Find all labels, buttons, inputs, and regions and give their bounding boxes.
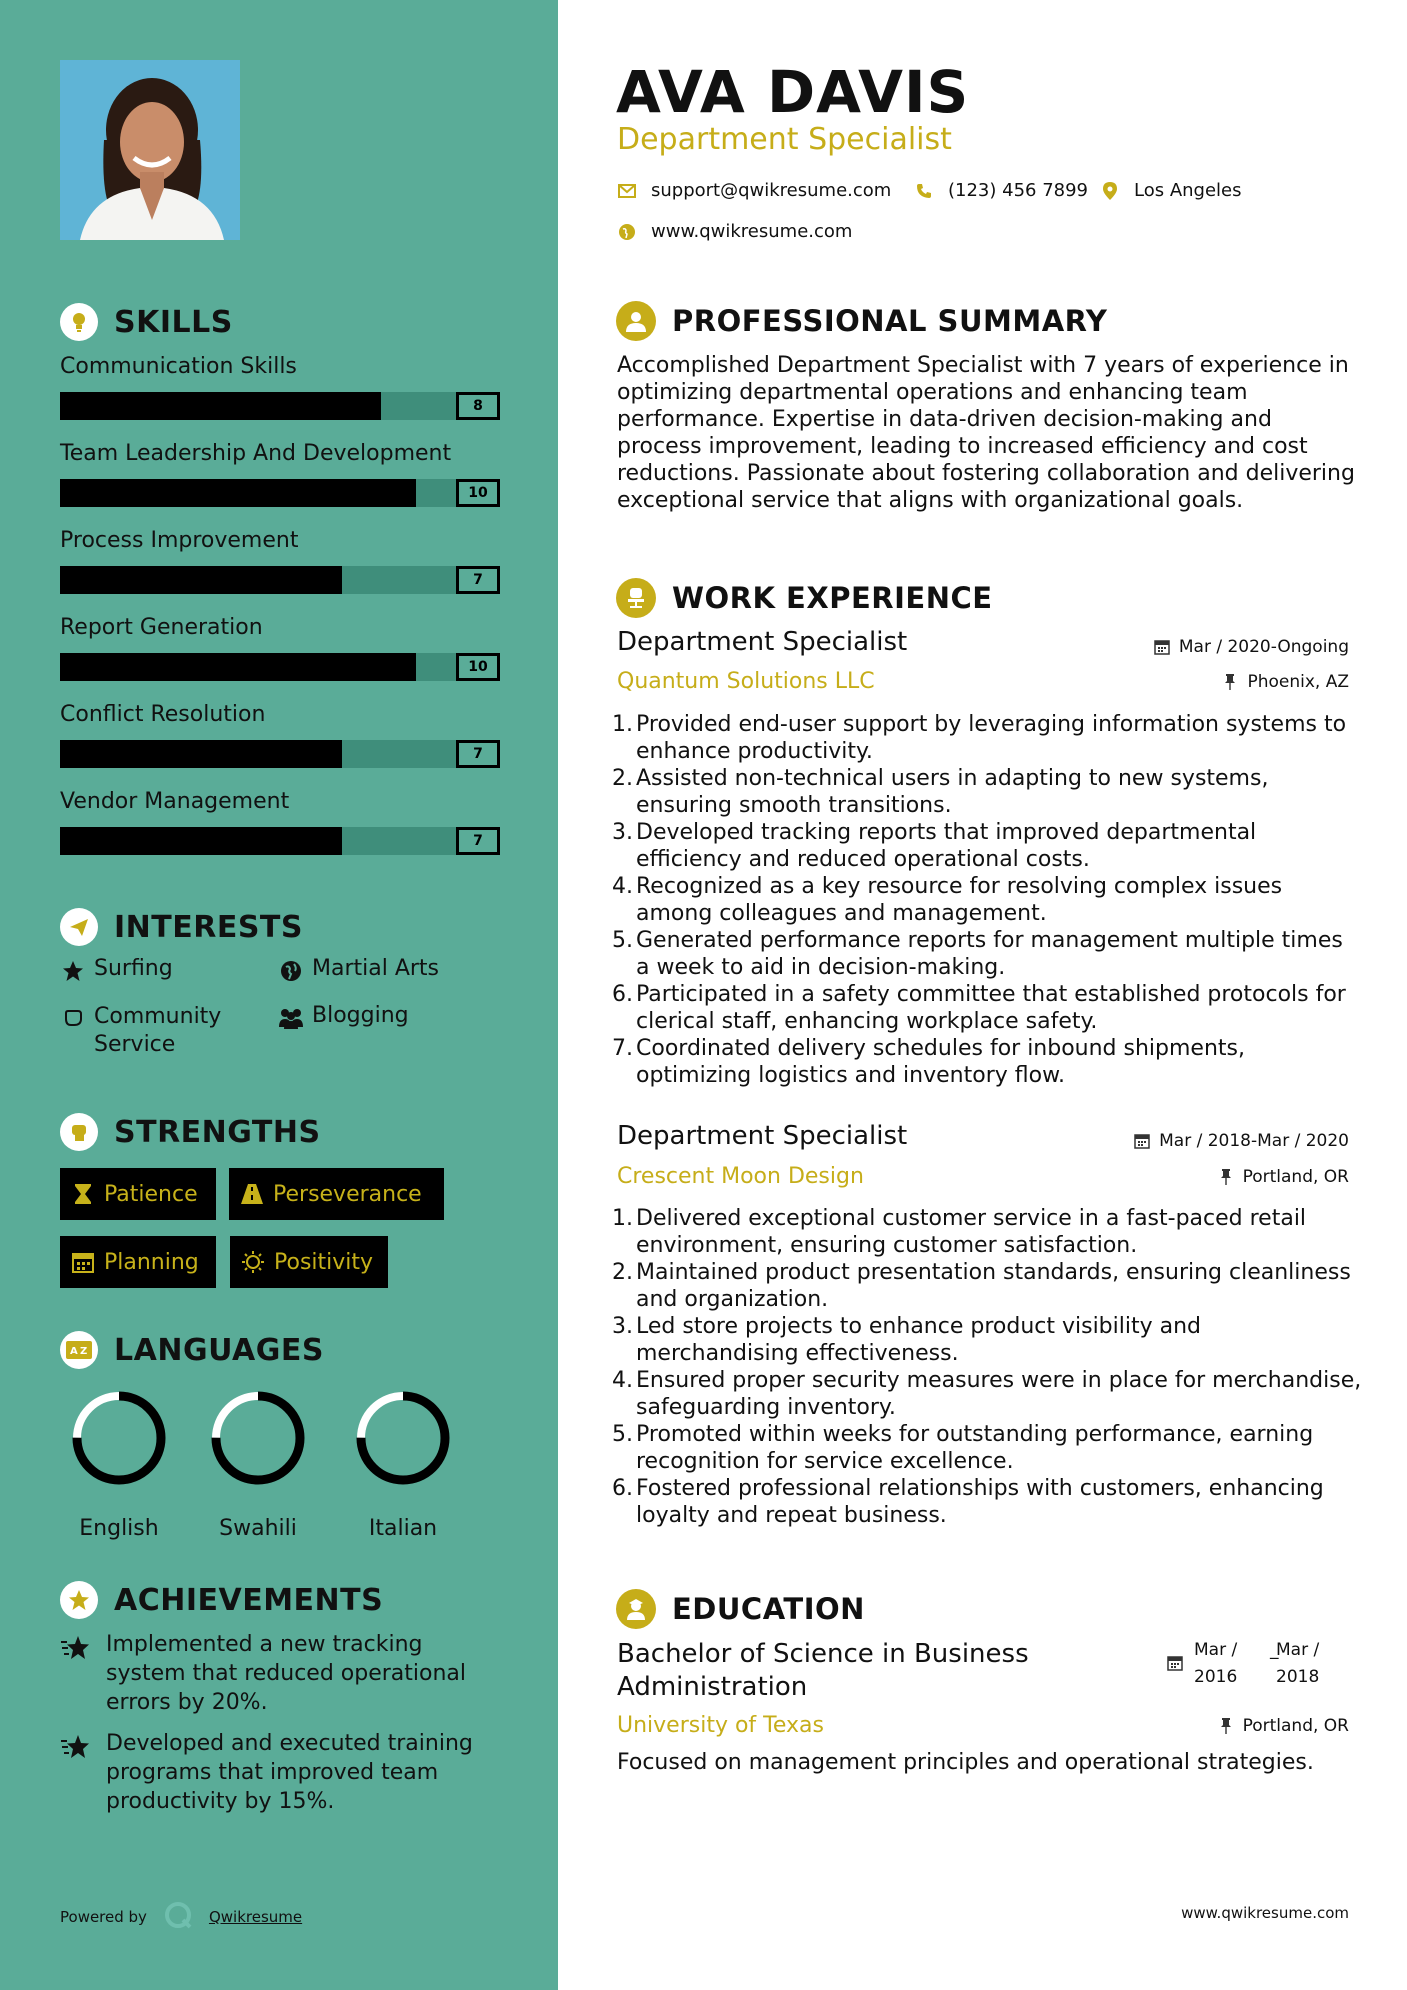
duty-number: 6. [612, 982, 633, 1007]
duty-text: Fostered professional relationships with customers, enhancing loyalty and repeat business. [636, 1476, 1324, 1528]
phone-icon [914, 181, 934, 201]
job-dates: Mar / 2020-Ongoing [1153, 637, 1349, 657]
skill-item [60, 524, 500, 594]
duty-item [612, 1313, 1362, 1367]
skill-item [60, 698, 500, 768]
duty-number: 2. [612, 1260, 633, 1285]
skill-name: Conflict Resolution [60, 702, 266, 727]
pushpin-icon [1217, 1168, 1235, 1186]
road-icon [241, 1183, 263, 1205]
education-start-date: Mar / 2016 [1194, 1640, 1238, 1687]
language-item [183, 1388, 333, 1541]
duty-text: Delivered exceptional customer service in a fast-paced retail environment, ensuring customer satisfaction. [636, 1206, 1307, 1258]
duty-number: 1. [612, 712, 633, 737]
user-icon [616, 301, 656, 341]
education-note: Focused on management principles and operational strategies. [617, 1750, 1314, 1775]
strength-badge: Patience [60, 1168, 216, 1220]
language-ring [208, 1388, 308, 1488]
contact-email[interactable]: support@qwikresume.com [617, 180, 891, 201]
globe-icon [617, 222, 637, 242]
candidate-name: AVA DAVIS [616, 58, 970, 126]
qwikresume-logo-icon [163, 1900, 193, 1934]
skill-bar [60, 653, 500, 681]
skill-bar-fill [60, 392, 381, 420]
skill-bar [60, 566, 500, 594]
strength-badge: Perseverance [229, 1168, 444, 1220]
skills-heading: SKILLS [60, 300, 233, 344]
duty-item [612, 927, 1362, 981]
summary-text: Accomplished Department Specialist with 7 years of experience in optimizing departmental operations and enhancing team performance. Expertise in data-driven decision-making and process improvement, leading to increased efficiency and cost reductions. Passionate about fostering collaboration and delivering exceptional service that aligns with organizational goals. [617, 353, 1355, 513]
duty-number: 5. [612, 928, 633, 953]
job-title: Department Specialist [617, 627, 908, 657]
chair-icon [616, 578, 656, 618]
duty-number: 4. [612, 874, 633, 899]
skill-bar-fill [60, 566, 342, 594]
interest-item: Community Service [60, 1003, 260, 1059]
skill-name: Report Generation [60, 615, 263, 640]
duty-item [612, 711, 1362, 765]
hand-icon [60, 1005, 86, 1031]
duty-text: Coordinated delivery schedules for inbound shipments, optimizing logistics and inventory flow. [636, 1036, 1245, 1088]
powered-by: Powered by Qwikresume [60, 1900, 302, 1934]
paper-plane-icon [60, 908, 98, 946]
achievement-item: Developed and executed training programs that improved team productivity by 15%. [60, 1729, 500, 1816]
language-name: English [79, 1516, 159, 1541]
skill-level: 10 [456, 479, 500, 507]
duty-text: Ensured proper security measures were in place for merchandise, safeguarding inventory. [636, 1368, 1362, 1420]
strengths-heading: STRENGTHS [60, 1110, 321, 1154]
star-icon [60, 958, 86, 984]
duty-item [612, 1367, 1362, 1421]
duty-item [612, 981, 1362, 1035]
strength-badge: Positivity [230, 1236, 388, 1288]
skill-bar-fill [60, 653, 416, 681]
language-icon [60, 1331, 98, 1369]
company-name: Crescent Moon Design [617, 1164, 864, 1189]
star-burst-icon [60, 1634, 94, 1717]
job-duties-list [612, 711, 1362, 1089]
duty-item [612, 1205, 1362, 1259]
envelope-icon [617, 181, 637, 201]
star-burst-icon [60, 1733, 94, 1816]
skill-name: Vendor Management [60, 789, 290, 814]
svg-text:A: A [70, 1346, 78, 1357]
skill-bar [60, 479, 500, 507]
calendar-icon [1167, 1655, 1185, 1673]
experience-heading: WORK EXPERIENCE [616, 576, 993, 620]
duty-text: Developed tracking reports that improved departmental efficiency and reduced operational costs. [636, 820, 1257, 872]
map-pin-icon [1100, 181, 1120, 201]
duty-item [612, 873, 1362, 927]
date-separator: _ [1270, 1640, 1279, 1660]
languages-heading: A Z LANGUAGES [60, 1328, 324, 1372]
duty-number: 1. [612, 1206, 633, 1231]
hourglass-icon [72, 1183, 94, 1205]
summary-heading: PROFESSIONAL SUMMARY [616, 299, 1107, 343]
duty-number: 4. [612, 1368, 633, 1393]
duty-text: Promoted within weeks for outstanding performance, earning recognition for service excellence. [636, 1422, 1314, 1474]
skill-bar-fill [60, 479, 416, 507]
language-name: Swahili [219, 1516, 297, 1541]
skill-level: 10 [456, 653, 500, 681]
job-title: Department Specialist [617, 1121, 908, 1151]
achievements-heading: ACHIEVEMENTS [60, 1578, 383, 1622]
skill-name: Communication Skills [60, 354, 297, 379]
interests-heading: INTERESTS [60, 905, 303, 949]
duty-number: 3. [612, 1314, 633, 1339]
duty-item [612, 765, 1362, 819]
lightbulb-icon [60, 303, 98, 341]
duty-text: Maintained product presentation standards, ensuring cleanliness and organization. [636, 1260, 1351, 1312]
skill-item [60, 350, 500, 420]
skill-level: 7 [456, 566, 500, 594]
job-location: Phoenix, AZ [1221, 672, 1349, 692]
strength-badge: Planning [60, 1236, 216, 1288]
duty-item [612, 1259, 1362, 1313]
skill-name: Process Improvement [60, 528, 299, 553]
duty-text: Participated in a safety committee that established protocols for clerical staff, enhancing workplace safety. [636, 982, 1346, 1034]
qwikresume-link[interactable]: Qwikresume [208, 1908, 303, 1926]
duty-number: 5. [612, 1422, 633, 1447]
education-end-date: Mar / 2018 [1276, 1640, 1320, 1687]
profile-photo [60, 60, 240, 240]
school-name: University of Texas [617, 1713, 824, 1738]
job-location: Portland, OR [1217, 1167, 1349, 1187]
users-icon [278, 1005, 304, 1031]
svg-text:Z: Z [80, 1346, 88, 1357]
calendar-icon [1153, 638, 1171, 656]
contact-location: Los Angeles [1100, 180, 1242, 201]
interest-item: Blogging [278, 1003, 518, 1031]
skill-level: 7 [456, 740, 500, 768]
skill-item [60, 437, 500, 507]
contact-phone[interactable]: (123) 456 7899 [914, 180, 1088, 201]
education-location: Portland, OR [1217, 1716, 1349, 1736]
footer-website[interactable]: www.qwikresume.com [1181, 1904, 1349, 1922]
contact-website[interactable]: www.qwikresume.com [617, 221, 852, 242]
skill-level: 8 [456, 392, 500, 420]
skill-item [60, 611, 500, 681]
graduate-icon [616, 1589, 656, 1629]
calendar-icon [72, 1251, 94, 1273]
skill-level: 7 [456, 827, 500, 855]
globe-icon [278, 958, 304, 984]
pushpin-icon [1221, 673, 1239, 691]
duty-text: Led store projects to enhance product visibility and merchandising effectiveness. [636, 1314, 1202, 1366]
duty-item [612, 1475, 1362, 1529]
duty-number: 2. [612, 766, 633, 791]
skill-item [60, 785, 500, 855]
duty-number: 6. [612, 1476, 633, 1501]
skill-bar-fill [60, 740, 342, 768]
job-duties-list [612, 1205, 1362, 1529]
duty-number: 3. [612, 820, 633, 845]
skill-bar [60, 827, 500, 855]
language-item [44, 1388, 194, 1541]
duty-item [612, 819, 1362, 873]
skill-bar-fill [60, 827, 342, 855]
skill-bar [60, 740, 500, 768]
candidate-role: Department Specialist [617, 122, 952, 157]
language-ring [69, 1388, 169, 1488]
calendar-icon [1133, 1132, 1151, 1150]
duty-item [612, 1421, 1362, 1475]
duty-text: Provided end-user support by leveraging information systems to enhance productivity. [636, 712, 1347, 764]
skill-name: Team Leadership And Development [60, 441, 452, 466]
interest-item: Martial Arts [278, 956, 518, 984]
sidebar [0, 0, 558, 1990]
interest-item: Surfing [60, 956, 260, 984]
degree-title: Bachelor of Science in Business Administration [617, 1639, 1029, 1702]
language-ring [353, 1388, 453, 1488]
achievement-item: Implemented a new tracking system that reduced operational errors by 20%. [60, 1630, 500, 1717]
duty-text: Assisted non-technical users in adapting to new systems, ensuring smooth transitions. [636, 766, 1269, 818]
education-heading: EDUCATION [616, 1587, 865, 1631]
duty-text: Recognized as a key resource for resolving complex issues among colleagues and management. [636, 874, 1283, 926]
language-name: Italian [368, 1516, 438, 1541]
duty-item [612, 1035, 1362, 1089]
sun-icon [242, 1251, 264, 1273]
trophy-star-icon [60, 1581, 98, 1619]
fist-icon [60, 1113, 98, 1151]
language-item [328, 1388, 478, 1541]
skill-bar [60, 392, 500, 420]
duty-number: 7. [612, 1036, 633, 1061]
company-name: Quantum Solutions LLC [617, 669, 875, 694]
duty-text: Generated performance reports for management multiple times a week to aid in decision-making. [636, 928, 1343, 980]
pushpin-icon [1217, 1717, 1235, 1735]
job-dates: Mar / 2018-Mar / 2020 [1133, 1131, 1349, 1151]
